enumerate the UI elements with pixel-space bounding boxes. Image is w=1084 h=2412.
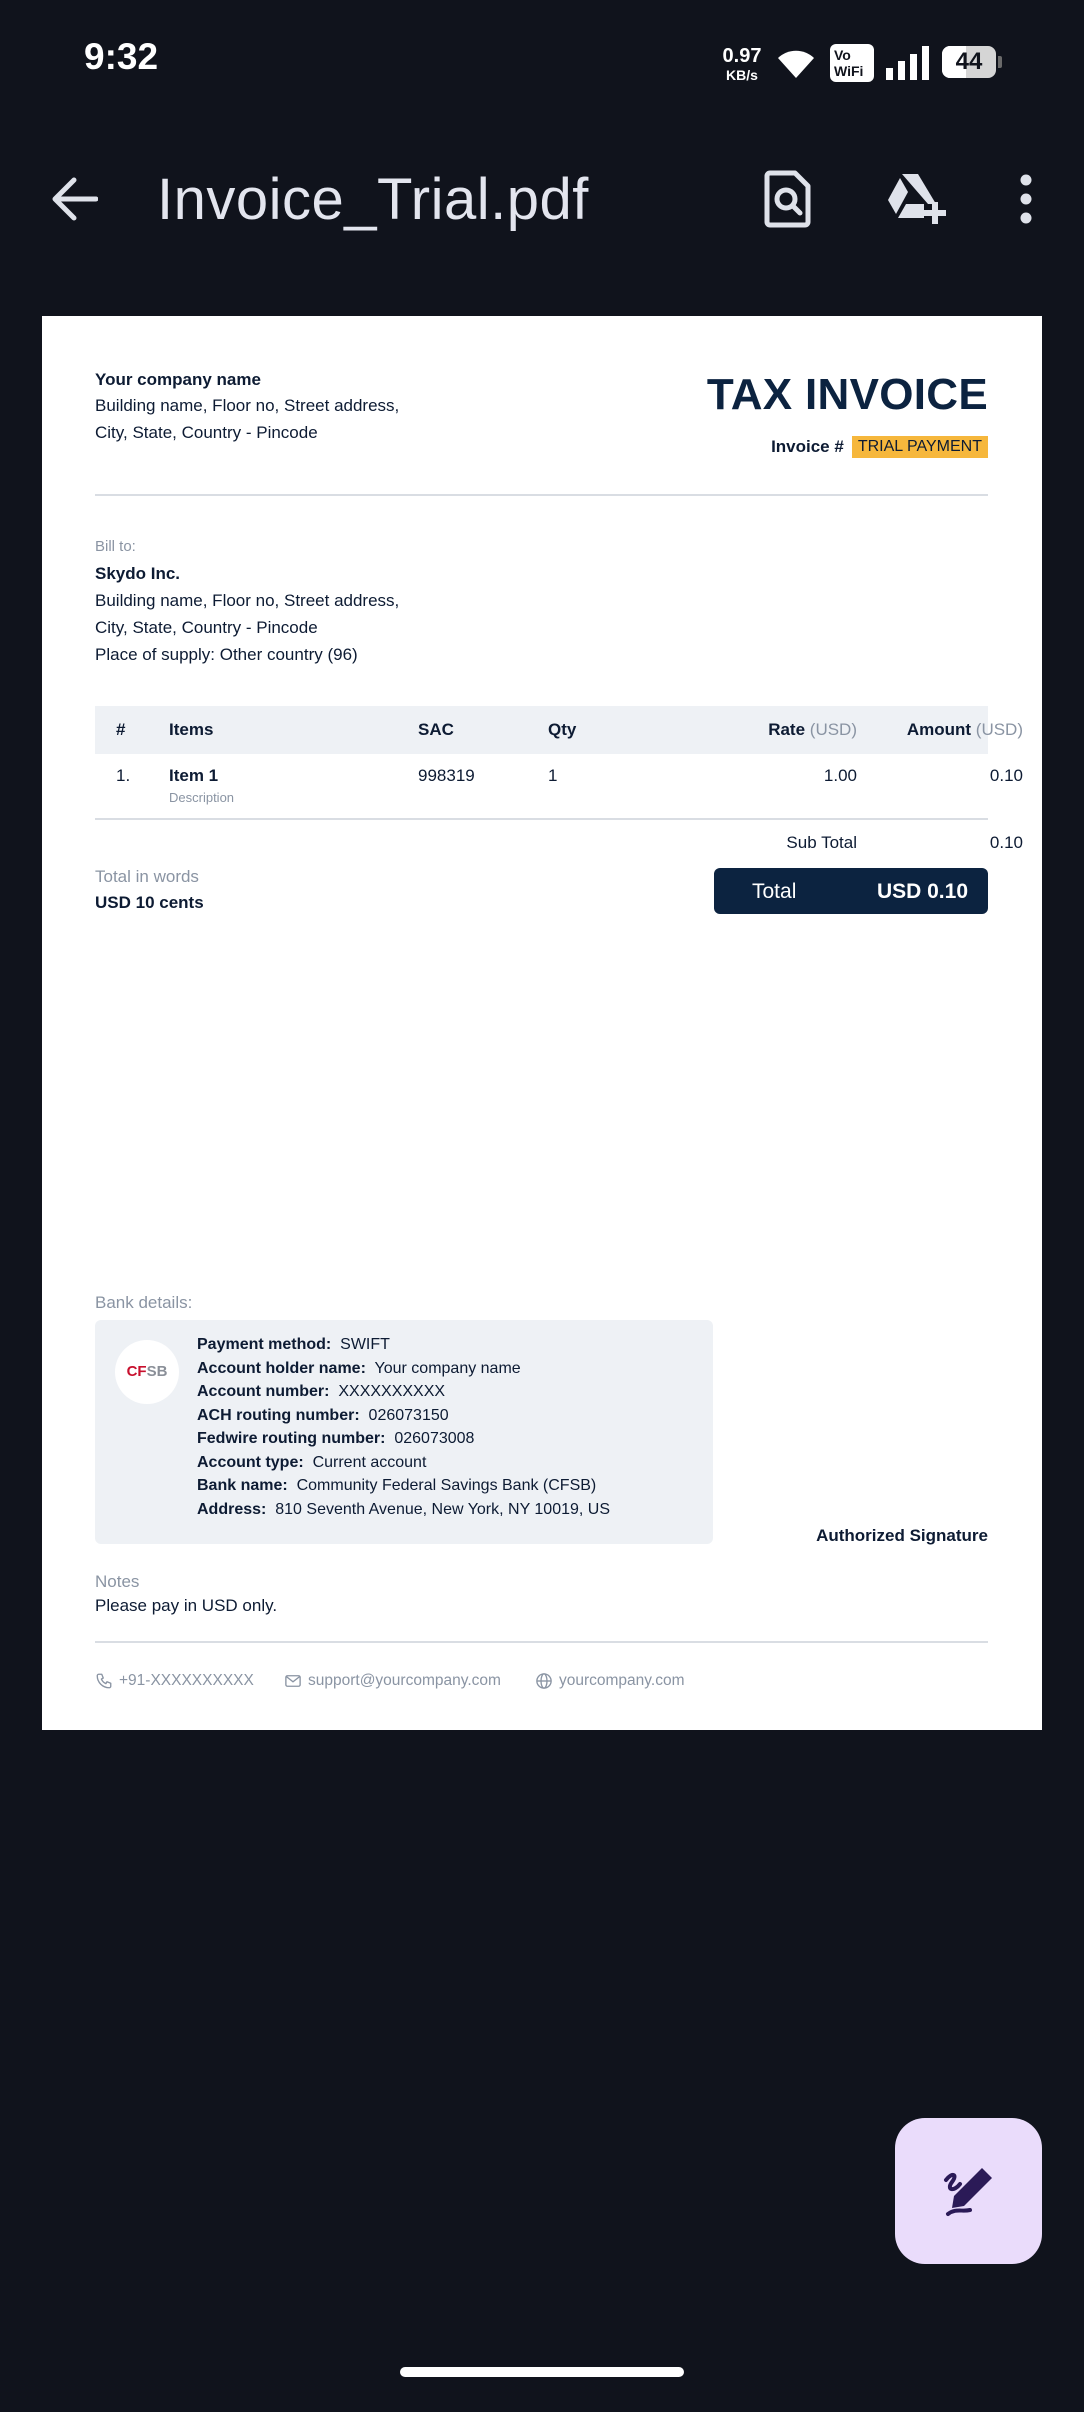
subtotal-label: Sub Total	[786, 833, 857, 852]
network-speed	[718, 46, 766, 82]
network-speed-unit: KB/s	[726, 67, 758, 83]
bank-line: Fedwire routing number: 026073008	[197, 1430, 475, 1447]
footer-divider	[95, 1641, 988, 1643]
row-description: Description	[169, 790, 235, 805]
bank-line: Account holder name: Your company name	[197, 1360, 521, 1377]
battery-icon	[942, 46, 996, 78]
bill-to-label: Bill to:	[95, 538, 136, 555]
invoice-number-label: Invoice #	[771, 437, 844, 456]
total-box	[714, 868, 988, 914]
col-header-rate	[768, 720, 857, 740]
notes-value: Please pay in USD only.	[95, 1596, 278, 1615]
company-address-line1: Building name, Floor no, Street address,	[95, 396, 400, 415]
col-header-amount	[907, 720, 1023, 740]
col-header-rate-unit: (USD)	[809, 720, 857, 739]
pdf-page[interactable]	[42, 316, 1042, 1730]
total-label: Total	[752, 880, 797, 903]
total-in-words-label: Total in words	[95, 867, 199, 886]
mail-icon	[284, 1672, 302, 1690]
company-address-line2: City, State, Country - Pincode	[95, 423, 318, 442]
subtotal-value: 0.10	[989, 833, 1023, 852]
vowifi-top: Vo	[834, 47, 851, 63]
vowifi-bottom: WiFi	[834, 63, 864, 79]
bank-logo-sb: SB	[146, 1363, 168, 1380]
bank-line: Account type: Current account	[197, 1454, 427, 1471]
status-time: 9:32	[84, 36, 159, 77]
row-item: Item 1	[169, 766, 219, 785]
battery-level: 44	[955, 48, 983, 75]
col-header-rate-label: Rate	[768, 720, 806, 739]
footer-website	[535, 1672, 684, 1690]
bank-line: ACH routing number: 026073150	[197, 1407, 449, 1424]
annotate-fab-button[interactable]	[895, 2118, 1042, 2264]
col-header-items: Items	[169, 720, 214, 739]
row-amount: 0.10	[989, 766, 1023, 785]
bank-line: Address: 810 Seventh Avenue, New York, NY 10019, US	[197, 1501, 611, 1518]
more-vert-icon[interactable]	[1018, 174, 1034, 224]
home-gesture-bar[interactable]	[400, 2367, 684, 2377]
notes-label: Notes	[95, 1572, 140, 1591]
battery-tip	[998, 56, 1002, 68]
invoice-number-badge: TRIAL PAYMENT	[852, 436, 988, 458]
header-divider	[95, 494, 988, 496]
row-num: 1.	[116, 766, 131, 785]
document-title: Invoice_Trial.pdf	[157, 167, 589, 232]
google-drive-add-icon[interactable]	[884, 172, 948, 224]
footer-website-text: yourcompany.com	[559, 1672, 685, 1689]
signal-icon	[886, 46, 930, 80]
col-header-amount-label: Amount	[906, 720, 972, 739]
bank-line: Account number: XXXXXXXXXX	[197, 1383, 446, 1400]
phone-icon	[95, 1672, 113, 1690]
col-header-qty: Qty	[548, 720, 577, 739]
total-in-words-value: USD 10 cents	[95, 893, 204, 912]
bank-logo	[115, 1340, 179, 1404]
invoice-title: TAX INVOICE	[706, 370, 988, 419]
bank-line: Bank name: Community Federal Savings Bank (CFSB)	[197, 1477, 597, 1494]
footer-email-text: support@yourcompany.com	[308, 1672, 501, 1689]
bill-to-name: Skydo Inc.	[95, 564, 181, 583]
bank-line: Payment method: SWIFT	[197, 1336, 390, 1353]
bill-to-address-line1: Building name, Floor no, Street address,	[95, 591, 400, 610]
col-header-amount-unit: (USD)	[975, 720, 1023, 739]
table-divider	[95, 818, 988, 820]
network-speed-value: 0.97	[722, 45, 762, 67]
col-header-num: #	[116, 720, 126, 739]
bank-logo-cf: CF	[126, 1363, 147, 1380]
company-name: Your company name	[95, 370, 261, 389]
back-arrow-icon[interactable]	[50, 176, 98, 222]
document-search-icon[interactable]	[764, 170, 812, 228]
row-sac: 998319	[418, 766, 475, 785]
wifi-icon	[776, 46, 816, 80]
place-of-supply: Place of supply: Other country (96)	[95, 645, 358, 664]
footer-phone-text: +91-XXXXXXXXXX	[119, 1672, 254, 1689]
row-qty: 1	[548, 766, 558, 785]
bank-details-box	[95, 1320, 713, 1544]
row-rate: 1.00	[823, 766, 857, 785]
bill-to-address-line2: City, State, Country - Pincode	[95, 618, 318, 637]
signature-pen-icon	[942, 2164, 996, 2218]
footer-email	[284, 1672, 501, 1690]
footer-phone	[95, 1672, 254, 1690]
authorized-signature: Authorized Signature	[816, 1526, 988, 1545]
vowifi-icon	[830, 44, 874, 82]
bank-details-label: Bank details:	[95, 1293, 193, 1312]
col-header-sac: SAC	[418, 720, 454, 739]
invoice-number	[771, 436, 988, 458]
globe-icon	[535, 1672, 553, 1690]
total-value: USD 0.10	[876, 880, 968, 903]
